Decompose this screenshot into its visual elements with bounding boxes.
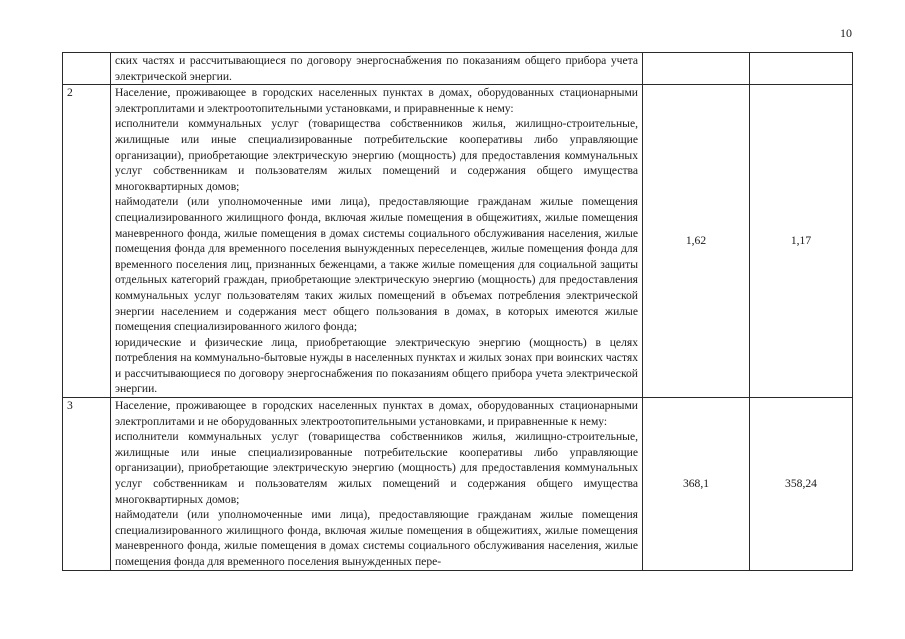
row-description: [111, 398, 643, 571]
description-paragraph: юридические и физические лица, приобретающие электрическую энергию (мощность) в целях потребления на коммунально-бытовые нужды в населенных пунктах и жилых зонах при воинских частях и рассчитывающиеся по договору энергоснабжения по показаниям общего прибора учета электрической энергии.: [115, 335, 638, 396]
description-paragraph: Население, проживающее в городских населенных пунктах в домах, оборудованных стационарными электроплитами и не оборудованных электроотопительными установками, и приравненные к нему:: [115, 399, 638, 428]
value-cell-1: 1,62: [643, 85, 750, 398]
row-number: 3: [63, 398, 111, 571]
value-cell-2: [750, 53, 853, 85]
row-description: [111, 85, 643, 398]
table-row: [63, 53, 853, 85]
row-description: [111, 53, 643, 85]
tariff-table: [62, 52, 853, 571]
table-row: [63, 85, 853, 398]
row-number: 2: [63, 85, 111, 398]
page-number: 10: [840, 26, 852, 40]
row-number: [63, 53, 111, 85]
value-cell-2: 1,17: [750, 85, 853, 398]
description-paragraph: исполнители коммунальных услуг (товарищества собственников жилья, жилищно-строительные, жилищные или иные специализированные потребительские кооперативы либо управляющие организации), приобретающие электрическую энергию (мощность) для предоставления коммунальных услуг собственникам и пользователям жилых помещений и содержания общего имущества многоквартирных домов;: [115, 117, 638, 193]
description-paragraph: Население, проживающее в городских населенных пунктах в домах, оборудованных стационарными электроплитами и электроотопительными установками, и приравненные к нему:: [115, 86, 638, 115]
description-paragraph: наймодатели (или уполномоченные ими лица), предоставляющие гражданам жилые помещения специализированного жилищного фонда, включая жилые помещения в общежитиях, жилые помещения маневренного фонда, жилые помещения в домах системы социального обслуживания населения, жилые помещения фонда для временного поселения вынужденных пере-: [115, 508, 638, 568]
description-paragraph: ских частях и рассчитывающиеся по договору энергоснабжения по показаниям общего прибора учета электрической энергии.: [115, 54, 638, 83]
value-cell-2: 358,24: [750, 398, 853, 571]
value-cell-1: 368,1: [643, 398, 750, 571]
value-cell-1: [643, 53, 750, 85]
description-paragraph: наймодатели (или уполномоченные ими лица), предоставляющие гражданам жилые помещения специализированного жилищного фонда, включая жилые помещения в общежитиях, жилые помещения маневренного фонда, жилые помещения в домах системы социального обслуживания населения, жилые помещения фонда для временного поселения вынужденных переселенцев, жилые помещения фонда для временного поселения лиц, признанных беженцами, а также жилые помещения для социальной защиты отдельных категорий граждан, приобретающие электрическую энергию (мощность) для предоставления коммунальных услуг пользователям таких жилых помещений в объемах потребления электрической энергии населением и содержания мест общего пользования в домах, в которых имеются жилые помещения специализированного жилого фонда;: [115, 195, 638, 334]
description-paragraph: исполнители коммунальных услуг (товарищества собственников жилья, жилищно-строительные, жилищные или иные специализированные потребительские кооперативы либо управляющие организации), приобретающие электрическую энергию (мощность) для предоставления коммунальных услуг собственникам и пользователям жилых помещений и содержания общего имущества многоквартирных домов;: [115, 430, 638, 506]
table-row: [63, 398, 853, 571]
